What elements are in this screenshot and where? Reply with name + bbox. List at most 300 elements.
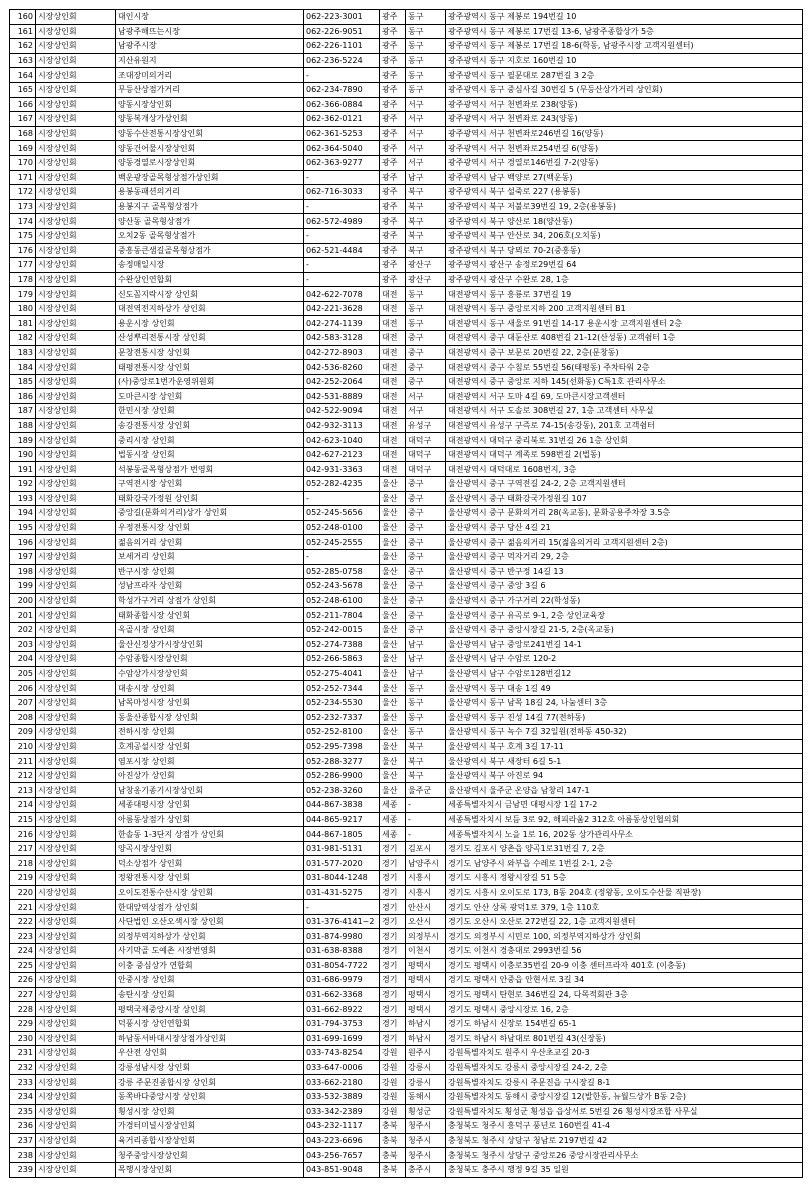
cell-district: 동구 xyxy=(406,287,446,302)
cell-category: 시장상인회 xyxy=(36,1075,116,1090)
cell-district: 중구 xyxy=(406,520,446,535)
cell-category: 시장상인회 xyxy=(36,228,116,243)
cell-category: 시장상인회 xyxy=(36,53,116,68)
table-row xyxy=(10,666,803,681)
cell-district: 중구 xyxy=(406,593,446,608)
cell-region: 대전 xyxy=(380,331,406,346)
cell-association-name: 중앙길(문화의거리)상가 상인회 xyxy=(116,506,304,521)
cell-phone: 031-431-5275 xyxy=(304,885,380,900)
cell-category: 시장상인회 xyxy=(36,914,116,929)
table-row xyxy=(10,914,803,929)
cell-region: 경기 xyxy=(380,900,406,915)
cell-region: 충북 xyxy=(380,1133,406,1148)
cell-region: 대전 xyxy=(380,287,406,302)
cell-association-name: 오이도전통수산시장 상인회 xyxy=(116,885,304,900)
table-row xyxy=(10,418,803,433)
cell-category: 시장상인회 xyxy=(36,1133,116,1148)
cell-row-number: 168 xyxy=(10,126,36,141)
cell-district: 횡성군 xyxy=(406,1104,446,1119)
cell-region: 경기 xyxy=(380,973,406,988)
table-row xyxy=(10,987,803,1002)
cell-address: 울산광역시 동구 대송 1길 49 xyxy=(446,681,803,696)
cell-district: 안산시 xyxy=(406,900,446,915)
cell-region: 세종 xyxy=(380,827,406,842)
table-row xyxy=(10,1075,803,1090)
cell-phone: 042-931-3363 xyxy=(304,462,380,477)
cell-address: 광주광역시 남구 백양로 27(백운동) xyxy=(446,170,803,185)
cell-row-number: 223 xyxy=(10,929,36,944)
cell-association-name: 양곡시장상인회 xyxy=(116,841,304,856)
table-row xyxy=(10,82,803,97)
cell-association-name: 보세거리 상인회 xyxy=(116,549,304,564)
cell-category: 시장상인회 xyxy=(36,214,116,229)
cell-region: 울산 xyxy=(380,564,406,579)
cell-association-name: 강릉 주문진종합시장 상인회 xyxy=(116,1075,304,1090)
cell-association-name: 아름동상점가 상인회 xyxy=(116,812,304,827)
cell-category: 시장상인회 xyxy=(36,710,116,725)
cell-district: 오산시 xyxy=(406,914,446,929)
cell-region: 충북 xyxy=(380,1119,406,1134)
cell-address: 충청북도 충주시 행정 9길 35 일원 xyxy=(446,1162,803,1177)
table-row xyxy=(10,389,803,404)
cell-region: 대전 xyxy=(380,360,406,375)
cell-district: 남구 xyxy=(406,652,446,667)
cell-association-name: 목행시장상인회 xyxy=(116,1162,304,1177)
cell-category: 시장상인회 xyxy=(36,97,116,112)
cell-phone: - xyxy=(304,170,380,185)
cell-phone: 052-252-7344 xyxy=(304,681,380,696)
cell-region: 경기 xyxy=(380,944,406,959)
cell-address: 대전광역시 중구 대둔산로 408번길 21-12(산성동) 고객쉼터 1층 xyxy=(446,331,803,346)
cell-association-name: 법동시장 상인회 xyxy=(116,447,304,462)
cell-row-number: 178 xyxy=(10,272,36,287)
cell-district: 서구 xyxy=(406,126,446,141)
cell-association-name: 옥골시장 상인회 xyxy=(116,622,304,637)
table-body xyxy=(10,10,803,1178)
cell-region: 광주 xyxy=(380,228,406,243)
cell-district: 광산구 xyxy=(406,272,446,287)
cell-region: 광주 xyxy=(380,185,406,200)
cell-phone: 062-366-0884 xyxy=(304,97,380,112)
cell-region: 대전 xyxy=(380,316,406,331)
cell-address: 경기도 하남시 하남대로 801번길 43(신장동) xyxy=(446,1031,803,1046)
cell-region: 울산 xyxy=(380,739,406,754)
cell-region: 광주 xyxy=(380,112,406,127)
table-row xyxy=(10,228,803,243)
cell-phone: 052-288-3277 xyxy=(304,754,380,769)
cell-category: 시장상인회 xyxy=(36,666,116,681)
cell-phone: 033-743-8254 xyxy=(304,1046,380,1061)
cell-phone: 031-376-4141~2 xyxy=(304,914,380,929)
cell-address: 세종특별자치시 보듬 3로 92, 해피라움2 312호 아름동상인협의회 xyxy=(446,812,803,827)
cell-address: 울산광역시 울주군 온양읍 남창리 147-1 xyxy=(446,783,803,798)
cell-phone: - xyxy=(304,228,380,243)
cell-row-number: 169 xyxy=(10,141,36,156)
cell-category: 시장상인회 xyxy=(36,739,116,754)
cell-row-number: 235 xyxy=(10,1104,36,1119)
cell-district: 북구 xyxy=(406,228,446,243)
cell-address: 광주광역시 서구 경열로146번길 7-2(양동) xyxy=(446,155,803,170)
cell-region: 울산 xyxy=(380,491,406,506)
cell-association-name: 남목마성시장 상인회 xyxy=(116,695,304,710)
cell-address: 경기도 이천시 경충대로 2993번길 56 xyxy=(446,944,803,959)
cell-address: 대전광역시 동구 새울로 91번길 14-17 용운시장 고객지원센터 2층 xyxy=(446,316,803,331)
table-row xyxy=(10,1060,803,1075)
cell-row-number: 211 xyxy=(10,754,36,769)
table-row xyxy=(10,1002,803,1017)
cell-phone: 033-342-2389 xyxy=(304,1104,380,1119)
cell-address: 광주광역시 동구 제봉로 194번길 10 xyxy=(446,10,803,25)
cell-category: 시장상인회 xyxy=(36,462,116,477)
cell-address: 울산광역시 북구 아진로 94 xyxy=(446,768,803,783)
cell-region: 울산 xyxy=(380,622,406,637)
cell-category: 시장상인회 xyxy=(36,593,116,608)
cell-category: 시장상인회 xyxy=(36,389,116,404)
cell-district: 동구 xyxy=(406,695,446,710)
cell-phone: 033-647-0006 xyxy=(304,1060,380,1075)
table-row xyxy=(10,97,803,112)
cell-phone: 052-211-7804 xyxy=(304,608,380,623)
cell-association-name: 사기막골 도예촌 시장번영회 xyxy=(116,944,304,959)
cell-category: 시장상인회 xyxy=(36,331,116,346)
cell-association-name: 양동수산전통시장상인회 xyxy=(116,126,304,141)
cell-row-number: 175 xyxy=(10,228,36,243)
cell-region: 광주 xyxy=(380,272,406,287)
cell-category: 시장상인회 xyxy=(36,725,116,740)
cell-address: 경기도 시흥시 정왕시장길 51 5층 xyxy=(446,871,803,886)
cell-category: 시장상인회 xyxy=(36,987,116,1002)
cell-row-number: 180 xyxy=(10,301,36,316)
table-row xyxy=(10,973,803,988)
cell-phone: 042-622-7078 xyxy=(304,287,380,302)
cell-phone: 043-232-1117 xyxy=(304,1119,380,1134)
cell-row-number: 238 xyxy=(10,1148,36,1163)
table-row xyxy=(10,520,803,535)
cell-row-number: 163 xyxy=(10,53,36,68)
table-row xyxy=(10,374,803,389)
table-row xyxy=(10,360,803,375)
cell-phone: - xyxy=(304,491,380,506)
cell-district: 중구 xyxy=(406,360,446,375)
cell-address: 광주광역시 북구 안산로 34, 206호(오치동) xyxy=(446,228,803,243)
cell-address: 광주광역시 동구 제봉로 17번길 18-6(학동, 남광주시장 고객지원센터) xyxy=(446,39,803,54)
cell-district: 유성구 xyxy=(406,418,446,433)
cell-row-number: 199 xyxy=(10,579,36,594)
cell-address: 대전광역시 중구 수침로 55번길 56(태평동) 주차타워 2층 xyxy=(446,360,803,375)
table-row xyxy=(10,944,803,959)
cell-region: 경기 xyxy=(380,885,406,900)
cell-address: 울산광역시 중구 중앙시장길 21-5, 2층(옥교동) xyxy=(446,622,803,637)
cell-phone: - xyxy=(304,900,380,915)
cell-row-number: 236 xyxy=(10,1119,36,1134)
cell-row-number: 190 xyxy=(10,447,36,462)
cell-region: 경기 xyxy=(380,856,406,871)
cell-association-name: 석봉동골목형상점가 번영회 xyxy=(116,462,304,477)
cell-district: 중구 xyxy=(406,535,446,550)
cell-phone: 042-252-2064 xyxy=(304,374,380,389)
table-row xyxy=(10,141,803,156)
cell-association-name: 양산동 골목형상점가 xyxy=(116,214,304,229)
cell-association-name: 한솔동 1-3단지 상점가 상인회 xyxy=(116,827,304,842)
cell-row-number: 216 xyxy=(10,827,36,842)
table-row xyxy=(10,958,803,973)
cell-category: 시장상인회 xyxy=(36,695,116,710)
table-row xyxy=(10,1119,803,1134)
cell-phone: 052-245-2555 xyxy=(304,535,380,550)
cell-category: 시장상인회 xyxy=(36,1104,116,1119)
table-row xyxy=(10,1162,803,1177)
cell-address: 광주광역시 북구 당뫼로 70-2(중흥동) xyxy=(446,243,803,258)
cell-phone: 031-981-5131 xyxy=(304,841,380,856)
cell-district: 서구 xyxy=(406,404,446,419)
cell-region: 대전 xyxy=(380,374,406,389)
cell-row-number: 198 xyxy=(10,564,36,579)
cell-district: 중구 xyxy=(406,622,446,637)
cell-phone: 044-867-3838 xyxy=(304,798,380,813)
cell-category: 시장상인회 xyxy=(36,768,116,783)
cell-category: 시장상인회 xyxy=(36,141,116,156)
table-row xyxy=(10,10,803,25)
cell-region: 대전 xyxy=(380,404,406,419)
cell-address: 강원특별자치도 강릉시 주문진읍 구시장길 8-1 xyxy=(446,1075,803,1090)
cell-phone: 052-234-5530 xyxy=(304,695,380,710)
table-row xyxy=(10,827,803,842)
cell-row-number: 191 xyxy=(10,462,36,477)
cell-row-number: 224 xyxy=(10,944,36,959)
cell-district: 동구 xyxy=(406,68,446,83)
table-row xyxy=(10,798,803,813)
table-row xyxy=(10,433,803,448)
cell-phone: 052-248-0100 xyxy=(304,520,380,535)
cell-row-number: 185 xyxy=(10,374,36,389)
cell-row-number: 187 xyxy=(10,404,36,419)
cell-phone: 033-662-2180 xyxy=(304,1075,380,1090)
cell-region: 세종 xyxy=(380,798,406,813)
cell-phone: 062-364-5040 xyxy=(304,141,380,156)
cell-category: 시장상인회 xyxy=(36,185,116,200)
cell-address: 충청북도 청주시 상당구 중앙로26 중앙시장관리사무소 xyxy=(446,1148,803,1163)
table-row xyxy=(10,871,803,886)
cell-region: 강원 xyxy=(380,1060,406,1075)
cell-district: 시흥시 xyxy=(406,885,446,900)
cell-region: 충북 xyxy=(380,1148,406,1163)
cell-region: 울산 xyxy=(380,506,406,521)
cell-address: 경기도 평택시 중앙시장로 16, 2층 xyxy=(446,1002,803,1017)
cell-phone: 052-266-5863 xyxy=(304,652,380,667)
cell-category: 시장상인회 xyxy=(36,958,116,973)
table-row xyxy=(10,695,803,710)
cell-phone: 044-865-9217 xyxy=(304,812,380,827)
table-row xyxy=(10,885,803,900)
cell-region: 울산 xyxy=(380,535,406,550)
cell-address: 울산광역시 북구 호계 3길 17-11 xyxy=(446,739,803,754)
table-row xyxy=(10,564,803,579)
cell-region: 광주 xyxy=(380,24,406,39)
cell-phone: 052-285-0758 xyxy=(304,564,380,579)
cell-category: 시장상인회 xyxy=(36,433,116,448)
cell-phone: 031-699-1699 xyxy=(304,1031,380,1046)
cell-association-name: 육거리종합시장상인회 xyxy=(116,1133,304,1148)
cell-association-name: 중리시장 상인회 xyxy=(116,433,304,448)
cell-phone: 052-275-4041 xyxy=(304,666,380,681)
cell-association-name: 강릉성남시장 상인회 xyxy=(116,1060,304,1075)
cell-row-number: 207 xyxy=(10,695,36,710)
cell-address: 울산광역시 중구 구역전길 24-2, 2층 고객지원센터 xyxy=(446,477,803,492)
cell-category: 시장상인회 xyxy=(36,973,116,988)
cell-address: 경기도 의정부시 시민로 100, 의정부역지하상가 상인회 xyxy=(446,929,803,944)
cell-category: 시장상인회 xyxy=(36,404,116,419)
cell-phone: 042-623-1040 xyxy=(304,433,380,448)
cell-association-name: 남광주해뜨는시장 xyxy=(116,24,304,39)
cell-category: 시장상인회 xyxy=(36,1089,116,1104)
cell-district: 강릉시 xyxy=(406,1075,446,1090)
table-row xyxy=(10,549,803,564)
cell-address: 광주광역시 북구 저불로39번길 19, 2층(용봉동) xyxy=(446,199,803,214)
cell-row-number: 173 xyxy=(10,199,36,214)
cell-region: 광주 xyxy=(380,258,406,273)
cell-association-name: 신도꼼지락시장 상인회 xyxy=(116,287,304,302)
cell-address: 경기도 안산 상록 광덕1로 379, 1층 110호 xyxy=(446,900,803,915)
cell-address: 대전광역시 서구 도솔로 308번길 27, 1층 고객센터 사무실 xyxy=(446,404,803,419)
cell-association-name: 무등산상점가거리 xyxy=(116,82,304,97)
cell-category: 시장상인회 xyxy=(36,1031,116,1046)
cell-association-name: 송정매일시장 xyxy=(116,258,304,273)
cell-association-name: 동울산종합시장 상인회 xyxy=(116,710,304,725)
table-row xyxy=(10,1104,803,1119)
cell-district: 남구 xyxy=(406,666,446,681)
cell-region: 울산 xyxy=(380,710,406,725)
table-row xyxy=(10,1133,803,1148)
cell-row-number: 231 xyxy=(10,1046,36,1061)
cell-region: 광주 xyxy=(380,155,406,170)
cell-region: 대전 xyxy=(380,462,406,477)
cell-address: 충청북도 청주시 흥덕구 풍년로 160번길 41-4 xyxy=(446,1119,803,1134)
cell-association-name: 덕소상점가 상인회 xyxy=(116,856,304,871)
cell-district: - xyxy=(406,827,446,842)
table-row xyxy=(10,126,803,141)
cell-category: 시장상인회 xyxy=(36,418,116,433)
cell-region: 경기 xyxy=(380,1002,406,1017)
cell-row-number: 164 xyxy=(10,68,36,83)
cell-district: 북구 xyxy=(406,739,446,754)
cell-phone: 062-572-4989 xyxy=(304,214,380,229)
cell-district: 청주시 xyxy=(406,1148,446,1163)
cell-address: 울산광역시 남구 수암로128번길12 xyxy=(446,666,803,681)
cell-phone: 052-232-7337 xyxy=(304,710,380,725)
cell-association-name: 정왕전통시장 상인회 xyxy=(116,871,304,886)
cell-association-name: 태화강국가정원 상인회 xyxy=(116,491,304,506)
table-row xyxy=(10,506,803,521)
table-row xyxy=(10,841,803,856)
cell-region: 경기 xyxy=(380,929,406,944)
cell-address: 광주광역시 동구 지호로 160번길 10 xyxy=(446,53,803,68)
cell-category: 시장상인회 xyxy=(36,243,116,258)
cell-district: 울주군 xyxy=(406,783,446,798)
cell-row-number: 174 xyxy=(10,214,36,229)
cell-association-name: 안중시장 상인회 xyxy=(116,973,304,988)
cell-district: 강릉시 xyxy=(406,1060,446,1075)
table-row xyxy=(10,1089,803,1104)
table-row xyxy=(10,214,803,229)
cell-region: 광주 xyxy=(380,97,406,112)
cell-district: 대덕구 xyxy=(406,462,446,477)
cell-address: 경기도 김포시 양촌읍 양곡1로31번길 7, 2층 xyxy=(446,841,803,856)
cell-association-name: 수암상가시장상인회 xyxy=(116,666,304,681)
cell-category: 시장상인회 xyxy=(36,1148,116,1163)
cell-phone: 062-234-7890 xyxy=(304,82,380,97)
cell-address: 경기도 평택시 이충로35번길 20-9 이충 센터프라자 401호 (이충동) xyxy=(446,958,803,973)
table-row xyxy=(10,622,803,637)
cell-district: 광산구 xyxy=(406,258,446,273)
cell-address: 광주광역시 북구 양산로 18(양산동) xyxy=(446,214,803,229)
cell-address: 경기도 하남시 신장로 154번길 65-1 xyxy=(446,1016,803,1031)
cell-district: 중구 xyxy=(406,477,446,492)
table-row xyxy=(10,1148,803,1163)
cell-phone: 031-577-2020 xyxy=(304,856,380,871)
cell-association-name: 산성뿌리전통시장 상인회 xyxy=(116,331,304,346)
cell-district: 동구 xyxy=(406,710,446,725)
cell-association-name: 대인시장 xyxy=(116,10,304,25)
table-row xyxy=(10,1031,803,1046)
cell-address: 울산광역시 중구 가구거리 22(학성동) xyxy=(446,593,803,608)
cell-category: 시장상인회 xyxy=(36,199,116,214)
table-row xyxy=(10,155,803,170)
cell-row-number: 172 xyxy=(10,185,36,200)
cell-region: 경기 xyxy=(380,841,406,856)
cell-category: 시장상인회 xyxy=(36,549,116,564)
cell-region: 울산 xyxy=(380,783,406,798)
cell-phone: 031-8044-1248 xyxy=(304,871,380,886)
cell-address: 광주광역시 북구 설죽로 227 (용봉동) xyxy=(446,185,803,200)
cell-row-number: 202 xyxy=(10,622,36,637)
cell-association-name: 하남동서바대시장상점가상인회 xyxy=(116,1031,304,1046)
cell-district: 동구 xyxy=(406,301,446,316)
cell-association-name: 청주중앙시장상인회 xyxy=(116,1148,304,1163)
cell-phone: 062-223-3001 xyxy=(304,10,380,25)
cell-phone: 052-286-9900 xyxy=(304,768,380,783)
cell-phone: 031-662-3368 xyxy=(304,987,380,1002)
cell-category: 시장상인회 xyxy=(36,783,116,798)
cell-address: 울산광역시 동구 녹수 7길 32일원(전하동 450-32) xyxy=(446,725,803,740)
cell-row-number: 189 xyxy=(10,433,36,448)
cell-row-number: 233 xyxy=(10,1075,36,1090)
cell-district: 시흥시 xyxy=(406,871,446,886)
table-row xyxy=(10,243,803,258)
cell-address: 울산광역시 중구 태화강국가정원길 107 xyxy=(446,491,803,506)
cell-region: 울산 xyxy=(380,520,406,535)
cell-address: 대전광역시 유성구 구즉로 74-15(송강동), 201호 고객쉼터 xyxy=(446,418,803,433)
cell-row-number: 193 xyxy=(10,491,36,506)
cell-row-number: 228 xyxy=(10,1002,36,1017)
cell-region: 대전 xyxy=(380,418,406,433)
cell-row-number: 165 xyxy=(10,82,36,97)
cell-address: 울산광역시 남구 중앙로241번길 14-1 xyxy=(446,637,803,652)
table-row xyxy=(10,739,803,754)
cell-category: 시장상인회 xyxy=(36,798,116,813)
table-row xyxy=(10,199,803,214)
cell-category: 시장상인회 xyxy=(36,374,116,389)
cell-category: 시장상인회 xyxy=(36,1060,116,1075)
cell-phone: 042-536-8260 xyxy=(304,360,380,375)
cell-association-name: 반구시장 상인회 xyxy=(116,564,304,579)
table-row xyxy=(10,316,803,331)
cell-district: 서구 xyxy=(406,97,446,112)
cell-row-number: 237 xyxy=(10,1133,36,1148)
cell-association-name: 성남프라자 상인회 xyxy=(116,579,304,594)
cell-phone: 042-531-8889 xyxy=(304,389,380,404)
cell-address: 세종특별자치시 노을 1로 16, 202동 상가관리사무소 xyxy=(446,827,803,842)
cell-region: 울산 xyxy=(380,593,406,608)
